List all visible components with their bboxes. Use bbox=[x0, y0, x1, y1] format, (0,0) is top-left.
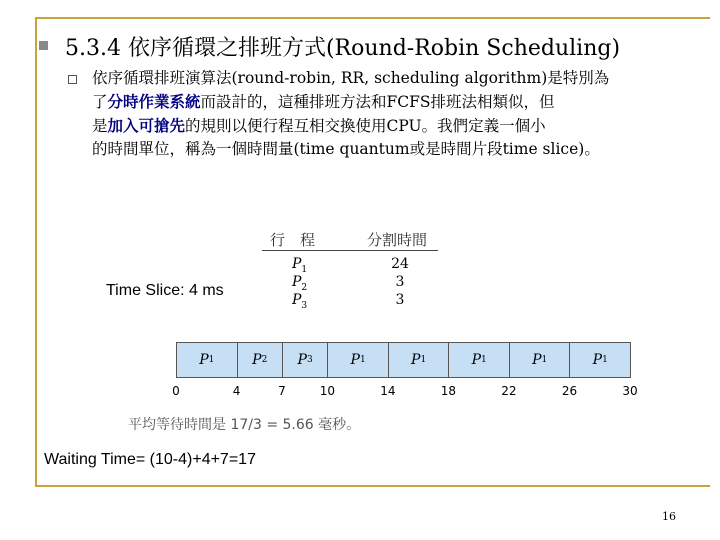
gantt-tick-label: 10 bbox=[319, 384, 335, 398]
gantt-cell bbox=[176, 342, 238, 378]
process-subscript: 1 bbox=[359, 355, 366, 365]
process-letter: P bbox=[350, 352, 360, 368]
process-subscript: 2 bbox=[301, 282, 308, 293]
process-letter: P bbox=[297, 352, 307, 368]
paragraph-line-4: 的時間單位，稱為一個時間量(time quantum或是時間片段time slice)。 bbox=[92, 140, 600, 158]
gantt-cell bbox=[509, 342, 571, 378]
frame-bottom-border bbox=[35, 485, 710, 487]
process-subscript: 1 bbox=[602, 355, 608, 365]
text-fragment: 而設計的，這種排班方法和FCFS排班法相類似，但 bbox=[200, 93, 555, 111]
process-subscript: 3 bbox=[301, 300, 308, 311]
description-paragraph bbox=[92, 67, 692, 161]
gantt-tick-label: 30 bbox=[622, 384, 638, 398]
emphasis-time-sharing: 分時作業系統 bbox=[107, 92, 201, 111]
table-row-burst: 3 bbox=[395, 292, 405, 308]
table-row-process bbox=[292, 274, 307, 293]
table-header-burst: 分割時間 bbox=[367, 231, 428, 249]
time-slice-label: Time Slice: 4 ms bbox=[106, 282, 224, 299]
process-subscript: 1 bbox=[208, 355, 215, 365]
square-bullet-icon bbox=[39, 41, 48, 50]
process-subscript: 3 bbox=[306, 355, 313, 365]
table-header-process: 行 程 bbox=[270, 231, 316, 249]
paragraph-line-2 bbox=[92, 90, 692, 114]
gantt-tick-label: 14 bbox=[380, 384, 396, 398]
process-subscript: 1 bbox=[301, 264, 308, 275]
table-row-burst: 24 bbox=[391, 256, 409, 272]
process-subscript: 1 bbox=[541, 355, 548, 365]
table-row-burst: 3 bbox=[395, 274, 405, 290]
text-fragment: 了 bbox=[92, 93, 108, 111]
frame-left-border bbox=[35, 17, 37, 487]
gantt-tick-label: 26 bbox=[561, 384, 578, 398]
paragraph-line-3 bbox=[92, 114, 692, 138]
process-letter: P bbox=[292, 274, 302, 290]
text-fragment: 是 bbox=[92, 117, 108, 135]
process-letter: P bbox=[411, 352, 421, 368]
process-letter: P bbox=[592, 352, 603, 368]
process-subscript: 1 bbox=[420, 355, 427, 365]
process-letter: P bbox=[532, 352, 542, 368]
gantt-tick-label: 4 bbox=[232, 384, 241, 398]
process-subscript: 1 bbox=[481, 355, 487, 365]
process-letter: P bbox=[292, 292, 302, 308]
slide-title: 5.3.4 依序循環之排班方式(Round-Robin Scheduling) bbox=[65, 36, 621, 61]
table-header-rule bbox=[262, 250, 438, 251]
hollow-square-bullet-icon bbox=[68, 75, 77, 84]
frame-top-border bbox=[35, 17, 710, 19]
gantt-cell bbox=[569, 342, 631, 378]
table-row-process bbox=[292, 256, 307, 275]
gantt-cell bbox=[282, 342, 328, 378]
gantt-tick-label: 22 bbox=[501, 384, 517, 398]
process-letter: P bbox=[292, 256, 302, 272]
process-letter: P bbox=[252, 352, 262, 368]
page-number: 16 bbox=[662, 510, 676, 523]
process-letter: P bbox=[471, 352, 481, 368]
average-wait-text: 平均等待時間是 17/3 = 5.66 毫秒。 bbox=[128, 417, 361, 433]
waiting-time-label: Waiting Time= (10-4)+4+7=17 bbox=[44, 451, 256, 468]
gantt-cell bbox=[327, 342, 389, 378]
gantt-tick-label: 0 bbox=[172, 384, 180, 398]
table-row-process bbox=[292, 292, 307, 311]
emphasis-preemptive: 加入可搶先 bbox=[107, 116, 186, 135]
paragraph-line-1: 依序循環排班演算法(round-robin, RR, scheduling algorithm)是特別為 bbox=[92, 69, 610, 87]
gantt-cell bbox=[448, 342, 510, 378]
gantt-cell bbox=[237, 342, 283, 378]
gantt-tick-label: 7 bbox=[278, 384, 286, 398]
gantt-cell bbox=[388, 342, 450, 378]
process-subscript: 2 bbox=[261, 355, 268, 365]
gantt-tick-label: 18 bbox=[440, 384, 457, 398]
process-letter: P bbox=[199, 352, 209, 368]
text-fragment: 的規則以便行程互相交換使用CPU。我們定義一個小 bbox=[185, 117, 546, 135]
